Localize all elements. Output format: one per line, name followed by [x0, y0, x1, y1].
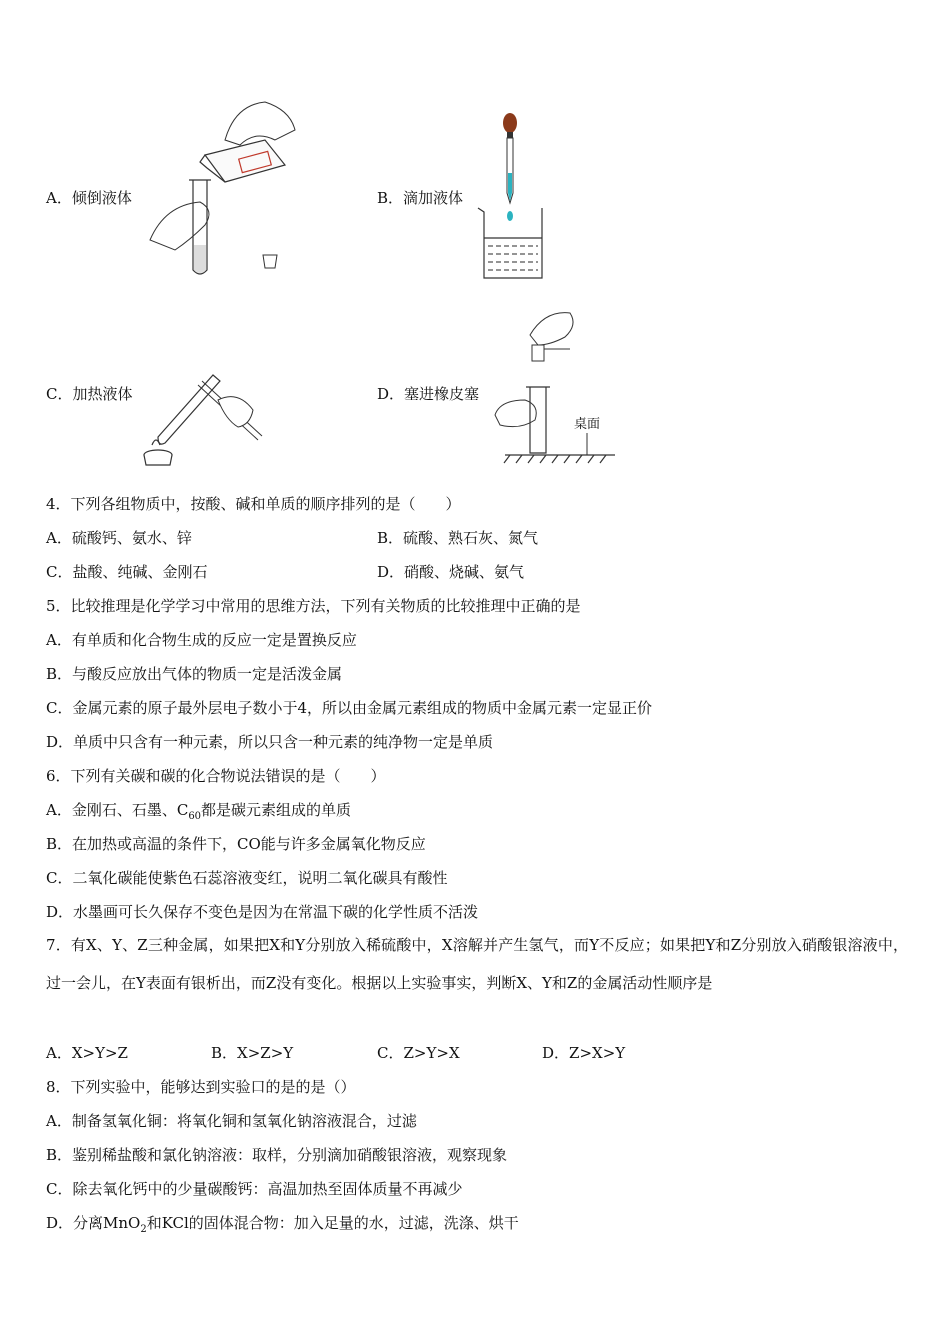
q5-option-c: C．金属元素的原子最外层电子数小于4，所以由金属元素组成的物质中金属元素一定显正价 [46, 699, 653, 717]
option-c-label: C．加热液体 [46, 385, 133, 403]
table-surface-icon [504, 455, 615, 463]
test-tube-icon [526, 387, 550, 453]
option-b-label: B．滴加液体 [377, 189, 464, 207]
insert-stopper-figure [490, 305, 625, 470]
q5-option-b: B．与酸反应放出气体的物质一定是活泼金属 [46, 665, 343, 683]
q6-option-b: B．在加热或高温的条件下，CO能与许多金属氧化物反应 [46, 835, 426, 853]
q6-option-c: C．二氧化碳能使紫色石蕊溶液变红，说明二氧化碳具有酸性 [46, 869, 448, 887]
q7-option-b: B．X>Z>Y [211, 1044, 294, 1062]
q8-stem: 8．下列实验中，能够达到实验口的是的是（） [46, 1078, 356, 1096]
q8-option-c: C．除去氧化钙中的少量碳酸钙：高温加热至固体质量不再减少 [46, 1180, 463, 1198]
q8-option-d: D．分离MnO$_2$和KCl的固体混合物：加入足量的水，过滤，洗涤、烘干 [46, 1214, 519, 1235]
q7-option-c: C．Z>Y>X [377, 1044, 460, 1062]
q8-option-b: B．鉴别稀盐酸和氯化钠溶液：取样，分别滴加硝酸银溶液，观察现象 [46, 1146, 508, 1164]
dropper-icon [503, 113, 517, 221]
drip-liquid-figure [470, 108, 550, 283]
q7-option-a: A．X>Y>Z [46, 1044, 128, 1062]
test-tube-icon [158, 375, 220, 444]
q8-option-a: A．制备氢氧化铜：将氧化铜和氢氧化钠溶液混合，过滤 [46, 1112, 417, 1130]
q7-option-d: D．Z>X>Y [542, 1044, 626, 1062]
hand-icon [218, 397, 253, 427]
option-a-label: A．倾倒液体 [46, 189, 132, 207]
hand-icon [495, 313, 573, 427]
q5-option-a: A．有单质和化合物生成的反应一定是置换反应 [46, 631, 357, 649]
q7-stem: 7．有X、Y、Z三种金属，如果把X和Y分别放入稀硫酸中，X溶解并产生氢气，而Y不反应；如果把Y和Z分别放入硝酸银溶液中，过一会儿，在Y表面有银析出，而Z没有变化。根据以上实验事实，判断X、Y和Z的金属活动性顺序是 [46, 936, 908, 992]
q5-stem: 5．比较推理是化学学习中常用的思维方法，下列有关物质的比较推理中正确的是 [46, 597, 581, 615]
q5-option-d: D．单质中只含有一种元素，所以只含一种元素的纯净物一定是单质 [46, 733, 494, 751]
q4-option-b: B．硫酸、熟石灰、氮气 [377, 529, 539, 547]
q6-option-d: D．水墨画可长久保存不变色是因为在常温下碳的化学性质不活泼 [46, 903, 479, 921]
option-d-label: D．塞进橡皮塞 [377, 385, 480, 403]
q4-option-d: D．硝酸、烧碱、氨气 [377, 563, 525, 581]
stopper-icon [263, 255, 277, 268]
table-label: 桌面 [574, 417, 601, 432]
q6-option-a: A．金刚石、石墨、$C_{60}$都是碳元素组成的单质 [46, 801, 352, 822]
stopper-icon [532, 345, 570, 361]
reagent-bottle-icon [200, 140, 285, 182]
q6-stem: 6．下列有关碳和碳的化合物说法错误的是（ ） [46, 767, 386, 785]
alcohol-lamp-icon [144, 440, 172, 465]
q4-option-a: A．硫酸钙、氨水、锌 [46, 529, 192, 547]
heat-liquid-figure [138, 365, 268, 475]
pour-liquid-figure [145, 100, 305, 280]
q4-option-c: C．盐酸、纯碱、金刚石 [46, 563, 208, 581]
q4-stem: 4．下列各组物质中，按酸、碱和单质的顺序排列的是（ ） [46, 495, 461, 513]
